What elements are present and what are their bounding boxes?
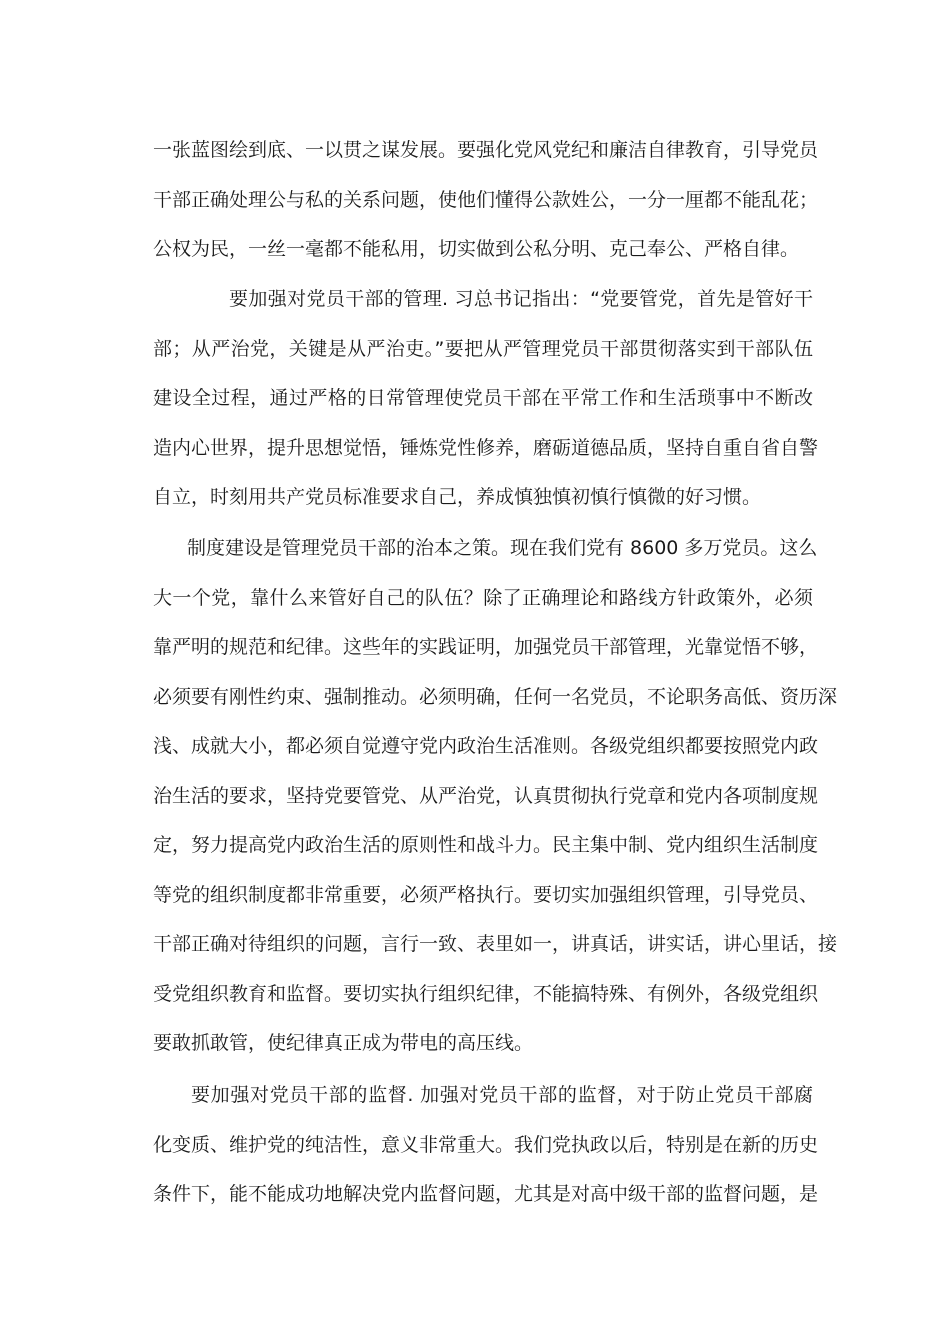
text-line: 公权为民，一丝一毫都不能私用，切实做到公私分明、克己奉公、严格自律。 xyxy=(153,238,800,260)
text-line: 治生活的要求，坚持党要管党、从严治党，认真贯彻执行党章和党内各项制度规 xyxy=(153,784,819,807)
text-line: 受党组织教育和监督。要切实执行组织纪律，不能搞特殊、有例外，各级党组织 xyxy=(153,982,819,1005)
text-line: 制度建设是管理党员干部的治本之策。现在我们党有 8600 多万党员。这么 xyxy=(187,537,818,559)
text-line: 要加强对党员干部的监督. 加强对党员干部的监督，对于防止党员干部腐 xyxy=(191,1084,813,1106)
text-line: 干部正确对待组织的问题，言行一致、表里如一，讲真话，讲实话，讲心里话，接 xyxy=(153,933,838,955)
text-line: 定，努力提高党内政治生活的原则性和战斗力。民主集中制、党内组织生活制度 xyxy=(153,834,819,856)
text-line: 化变质、维护党的纯洁性，意义非常重大。我们党执政以后，特别是在新的历史 xyxy=(153,1133,819,1156)
text-line: 大一个党，靠什么来管好自己的队伍？除了正确理论和路线方针政策外，必须 xyxy=(153,586,813,609)
paragraph-4 xyxy=(153,1071,819,1220)
text-line: 自立，时刻用共产党员标准要求自己，养成慎独慎初慎行慎微的好习惯。 xyxy=(153,486,762,508)
text-line: 要敢抓敢管，使纪律真正成为带电的高压线。 xyxy=(153,1032,534,1054)
text-line: 干部正确处理公与私的关系问题，使他们懂得公款姓公，一分一厘都不能乱花； xyxy=(153,188,819,211)
text-line: 浅、成就大小，都必须自觉遵守党内政治生活准则。各级党组织都要按照党内政 xyxy=(153,735,819,757)
text-line: 靠严明的规范和纪律。这些年的实践证明，加强党员干部管理，光靠觉悟不够， xyxy=(153,636,819,658)
text-line: 一张蓝图绘到底、一以贯之谋发展。要强化党风党纪和廉洁自律教育，引导党员 xyxy=(153,139,819,161)
text-line: 条件下，能不能成功地解决党内监督问题，尤其是对高中级干部的监督问题，是 xyxy=(153,1183,819,1205)
paragraph-3 xyxy=(153,524,838,1069)
paragraph-2 xyxy=(153,275,819,523)
text-line: 造内心世界，提升思想觉悟，锤炼党性修养，磨砺道德品质，坚持自重自省自警 xyxy=(153,436,819,459)
text-line: 等党的组织制度都非常重要，必须严格执行。要切实加强组织管理，引导党员、 xyxy=(153,883,819,906)
text-line: 部；从严治党，关键是从严治吏。”要把从严管理党员干部贯彻落实到干部队伍 xyxy=(153,337,813,360)
text-line: 必须要有刚性约束、强制推动。必须明确，任何一名党员，不论职务高低、资历深 xyxy=(153,685,838,708)
paragraph-1 xyxy=(153,126,819,275)
text-line: 要加强对党员干部的管理. 习总书记指出：“党要管党，首先是管好干 xyxy=(229,288,813,310)
text-line: 建设全过程，通过严格的日常管理使党员干部在平常工作和生活琐事中不断改 xyxy=(153,387,813,409)
